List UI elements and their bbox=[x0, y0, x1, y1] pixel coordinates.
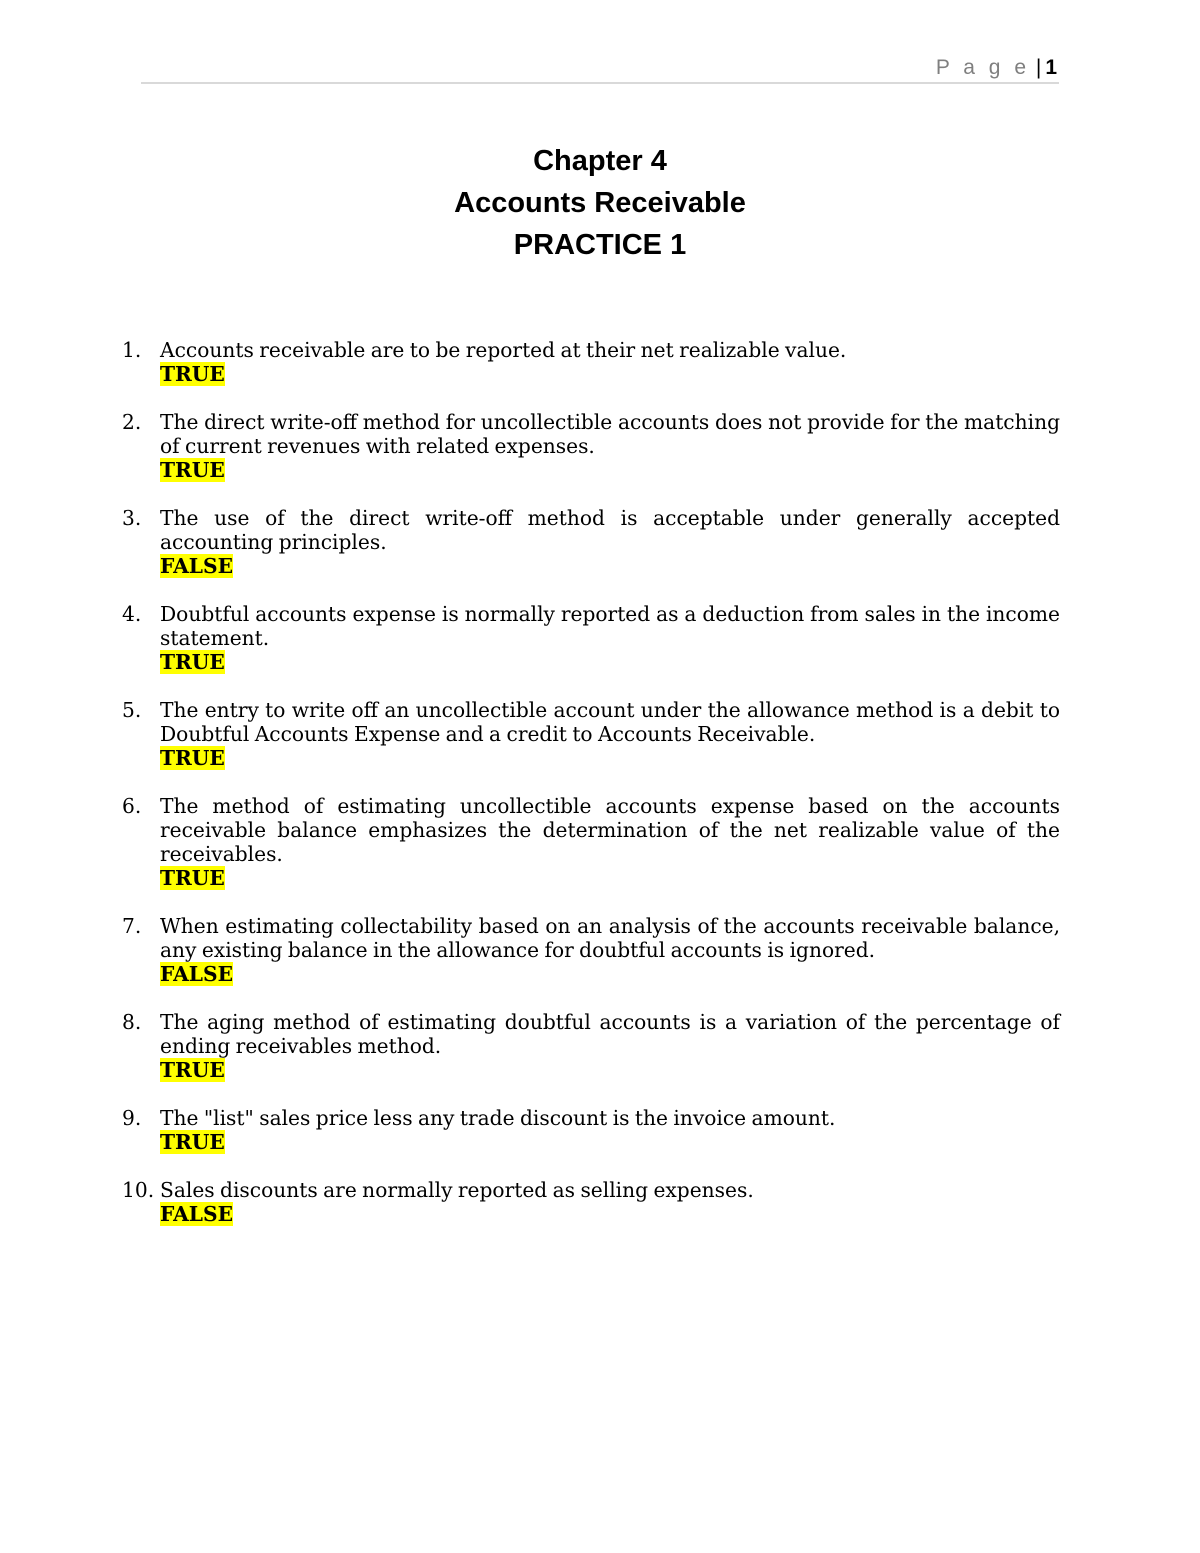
page-number: 1 bbox=[1045, 56, 1057, 79]
question-text: The use of the direct write-off method is acceptable under generally accepted accounting principles. bbox=[160, 506, 1060, 554]
question-number: 3. bbox=[122, 506, 142, 530]
answer-highlight: TRUE bbox=[160, 362, 225, 386]
answer-highlight: FALSE bbox=[160, 962, 233, 986]
page-word: P a g e bbox=[935, 56, 1030, 79]
answer-highlight: FALSE bbox=[160, 1202, 233, 1226]
question-number: 9. bbox=[122, 1106, 142, 1130]
page-header bbox=[141, 54, 1059, 84]
question-number: 4. bbox=[122, 602, 142, 626]
question-item bbox=[120, 602, 1060, 674]
answer-highlight: FALSE bbox=[160, 554, 233, 578]
question-item bbox=[120, 794, 1060, 890]
question-number: 7. bbox=[122, 914, 142, 938]
page-separator: | bbox=[1035, 56, 1042, 79]
question-text: When estimating collectability based on an analysis of the accounts receivable balance, any existing balance in the allowance for doubtful accounts is ignored. bbox=[160, 914, 1060, 962]
question-item bbox=[120, 410, 1060, 482]
answer-highlight: TRUE bbox=[160, 1130, 225, 1154]
practice-title: PRACTICE 1 bbox=[513, 229, 687, 261]
answer-highlight: TRUE bbox=[160, 1058, 225, 1082]
question-number: 1. bbox=[122, 338, 142, 362]
question-text: The entry to write off an uncollectible account under the allowance method is a debit to Doubtful Accounts Expense and a credit to Accounts Receivable. bbox=[160, 698, 1060, 746]
answer-highlight: TRUE bbox=[160, 650, 225, 674]
question-item bbox=[120, 1178, 1060, 1226]
question-item bbox=[120, 506, 1060, 578]
answer-highlight: TRUE bbox=[160, 746, 225, 770]
question-text: The direct write-off method for uncollectible accounts does not provide for the matching of current revenues with related expenses. bbox=[160, 410, 1060, 458]
question-text: The "list" sales price less any trade discount is the invoice amount. bbox=[160, 1106, 836, 1130]
question-number: 8. bbox=[122, 1010, 142, 1034]
chapter-title: Chapter 4 bbox=[533, 145, 667, 177]
question-number: 10. bbox=[122, 1178, 155, 1202]
question-text: Doubtful accounts expense is normally reported as a deduction from sales in the income statement. bbox=[160, 602, 1060, 650]
question-item bbox=[120, 338, 1060, 386]
question-text: The method of estimating uncollectible accounts expense based on the accounts receivable balance emphasizes the determination of the net realizable value of the receivables. bbox=[160, 794, 1060, 866]
question-item bbox=[120, 698, 1060, 770]
question-number: 5. bbox=[122, 698, 142, 722]
question-item bbox=[120, 1010, 1060, 1082]
document-title bbox=[0, 140, 1200, 266]
question-list bbox=[120, 338, 1060, 1250]
question-item bbox=[120, 914, 1060, 986]
question-item bbox=[120, 1106, 1060, 1154]
answer-highlight: TRUE bbox=[160, 458, 225, 482]
chapter-subject: Accounts Receivable bbox=[454, 187, 746, 219]
question-text: Sales discounts are normally reported as selling expenses. bbox=[160, 1178, 754, 1202]
question-number: 6. bbox=[122, 794, 142, 818]
question-number: 2. bbox=[122, 410, 142, 434]
question-text: The aging method of estimating doubtful accounts is a variation of the percentage of ending receivables method. bbox=[160, 1010, 1060, 1058]
answer-highlight: TRUE bbox=[160, 866, 225, 890]
page-number-label bbox=[936, 54, 1057, 82]
question-text: Accounts receivable are to be reported at their net realizable value. bbox=[160, 338, 847, 362]
